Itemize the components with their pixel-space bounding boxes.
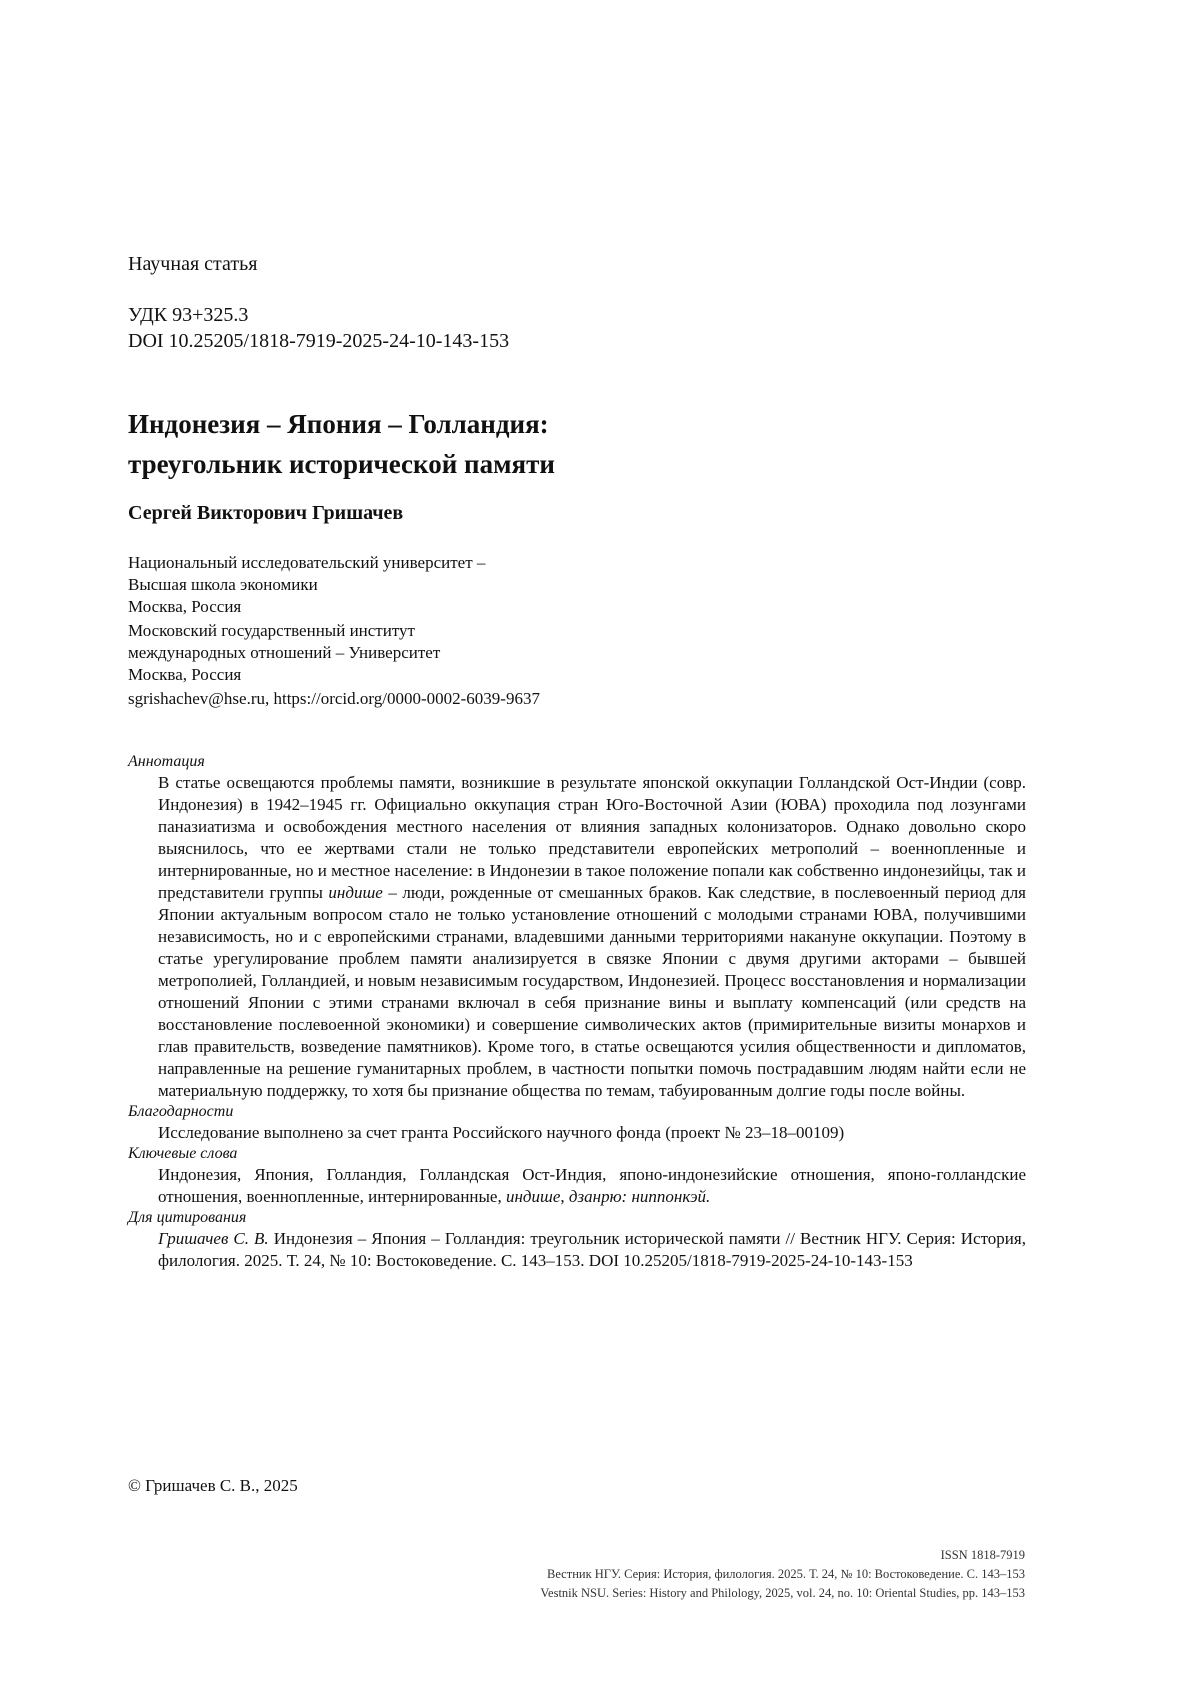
affiliation-city: Москва, Россия	[128, 665, 242, 684]
keywords-plain: Индонезия, Япония, Голландия, Голландская Ост-Индия, японо-индонезийские отношения, японо-голландские отношения, военнопленные, интернированные,	[158, 1165, 1026, 1206]
article-metadata	[128, 752, 1026, 1272]
affiliation-2	[128, 620, 1028, 686]
title-line-1: Индонезия – Япония – Голландия:	[128, 409, 549, 439]
journal-citation-en: Vestnik NSU. Series: History and Philology, 2025, vol. 24, no. 10: Oriental Studies, pp. 143–153	[540, 1586, 1025, 1600]
copyright-notice: © Гришачев С. В., 2025	[128, 1476, 298, 1495]
citation-text	[128, 1228, 1026, 1272]
abstract-text	[128, 772, 1026, 1102]
journal-footer	[540, 1546, 1025, 1603]
abstract-text-part: В статье освещаются проблемы памяти, возникшие в результате японской оккупации Голландской Ост-Индии (совр. Индонезия) в 1942–1945 гг. Официально оккупация стран Юго-Восточной Азии (ЮВА) проходила под лозунгами паназиатизма и освобождения местного населения от влияния западных колонизаторов. Однако довольно скоро выяснилось, что ее жертвами стали не только представители европейских метрополий – военнопленные и интернированные, но и местное население: в Индонезии в такое положение попали как собственно индонезийцы, так и представители группы	[158, 773, 1026, 902]
citation-label: Для цитирования	[128, 1209, 247, 1226]
abstract-label: Аннотация	[128, 753, 205, 770]
keyword-italic: дзанрю: ниппонкэй.	[568, 1187, 711, 1206]
affiliation-city: Москва, Россия	[128, 597, 242, 616]
citation-body: Индонезия – Япония – Голландия: треугольник исторической памяти // Вестник НГУ. Серия: История, филология. 2025. Т. 24, № 10: Востоковедение. С. 143–153. DOI 10.25205/1818-7919-2025-24-10-143-153	[158, 1229, 1026, 1270]
article-type: Научная статья	[128, 253, 258, 275]
issn: ISSN 1818-7919	[940, 1548, 1025, 1562]
acknowledgments-label: Благодарности	[128, 1103, 234, 1120]
journal-citation-ru: Вестник НГУ. Серия: История, филология. 2025. Т. 24, № 10: Востоковедение. С. 143–153	[546, 1567, 1025, 1581]
identifiers	[128, 302, 1028, 354]
keywords-separator: ,	[560, 1187, 569, 1206]
affiliation-line: международных отношений – Университет	[128, 643, 441, 662]
keyword-italic: индише	[505, 1187, 561, 1206]
author-contact: sgrishachev@hse.ru, https://orcid.org/0000-0002-6039-9637	[128, 689, 540, 708]
doi: DOI 10.25205/1818-7919-2025-24-10-143-153	[128, 330, 510, 352]
title-line-2: треугольник исторической памяти	[128, 449, 555, 479]
acknowledgments-text: Исследование выполнено за счет гранта Российского научного фонда (проект № 23–18–00109)	[158, 1123, 845, 1142]
udk-code: УДК 93+325.3	[128, 304, 249, 326]
abstract-text-part: – люди, рожденные от смешанных браков. Как следствие, в послевоенный период для Японии актуальным вопросом стало не только установление отношений с молодыми странами ЮВА, получившими независимость, но и с европейскими странами, владевшими данными территориями накануне оккупации. Поэтому в статье урегулирование проблем памяти анализируется в связке Японии с двумя другими акторами – бывшей метрополией, Голландией, и новым независимым государством, Индонезией. Процесс восстановления и нормализации отношений Японии с этими странами включал в себя признание вины и выплату компенсаций (или средств на восстановление послевоенной экономики) и совершение символических актов (примирительные визиты монархов и глав правительств, возведение памятников). Кроме того, в статье освещаются усилия общественности и дипломатов, направленные на решение гуманитарных проблем, в частности попытки помочь пострадавшим людям найти если не материальную поддержку, то хотя бы признание общества по темам, табуированным долгие годы после войны.	[158, 883, 1027, 1100]
article-title	[128, 404, 1028, 484]
author-name: Сергей Викторович Гришачев	[128, 502, 404, 524]
citation-author: Гришачев С. В.	[158, 1229, 269, 1248]
abstract-text-italic: индише	[328, 883, 383, 902]
keywords-text	[128, 1164, 1026, 1208]
affiliation-line: Московский государственный институт	[128, 621, 415, 640]
affiliation-line: Высшая школа экономики	[128, 575, 318, 594]
affiliation-1	[128, 552, 1028, 618]
affiliation-line: Национальный исследовательский университет –	[128, 553, 486, 572]
keywords-label: Ключевые слова	[128, 1145, 238, 1162]
